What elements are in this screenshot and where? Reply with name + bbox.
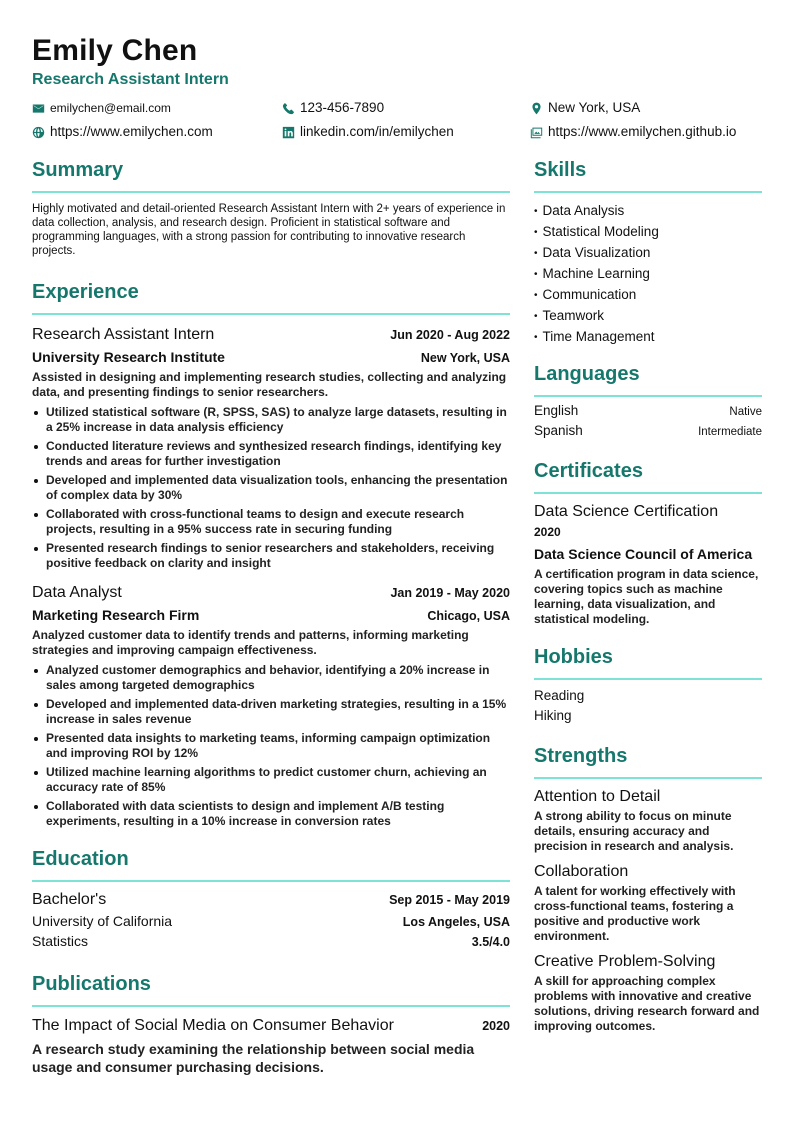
hobbies-heading: Hobbies [534,646,613,668]
linkedin-icon [282,126,295,139]
achievement-item: Collaborated with cross-functional teams to design and execute research projects, resulting in a 95% success rate in securing funding [32,507,510,537]
strengths-section [534,744,762,1034]
language-item [534,403,762,419]
skills-list [534,201,762,348]
job-description: Assisted in designing and implementing research studies, collecting and analyzing data, and presenting findings to senior researchers. [32,370,507,399]
certificate-description: A certification program in data science, covering topics such as machine learning, data visualization, and statistical modeling. [534,567,759,626]
summary-text: Highly motivated and detail-oriented Research Assistant Intern with 2+ years of experience in data collection, analysis, and research design. Proficient in statistical software and programming languages, with a strong passion for contributing to innovative research projects. [32,203,506,257]
job-title: Data Analyst [32,584,122,601]
contact-email[interactable] [32,100,171,116]
experience-entry [32,583,510,829]
certificate-organization: Data Science Council of America [534,546,753,562]
contact-website-text: https://www.emilychen.com [50,124,213,139]
certificates-section [534,459,762,627]
education-location: Los Angeles, USA [402,915,510,929]
education-dates: Sep 2015 - May 2019 [389,893,510,907]
location-pin-icon [530,102,543,115]
publication-entry [32,1016,510,1076]
publications-heading: Publications [32,973,151,995]
strength-title: Collaboration [534,863,629,880]
job-achievements [32,663,510,829]
section-divider [32,880,510,882]
job-location: New York, USA [420,351,510,365]
strength-description: A talent for working effectively with cross-functional teams, fostering a positive and productive work environment. [534,884,736,943]
experience-heading: Experience [32,281,139,303]
contact-location-text: New York, USA [548,100,641,115]
certificate-year: 2020 [534,525,561,539]
hobbies-section [534,645,762,726]
strength-title: Creative Problem-Solving [534,953,716,970]
main-column [32,158,510,1076]
email-icon [32,102,45,115]
achievement-item: Collaborated with data scientists to design and implement A/B testing experiments, resulting in a 10% increase in conversion rates [32,799,510,829]
publication-description: A research study examining the relationship between social media usage and consumer purchasing decisions. [32,1041,475,1075]
phone-icon [282,102,295,115]
hobby-item: Reading [534,688,585,703]
contact-portfolio[interactable] [530,124,736,140]
language-item [534,423,762,439]
skills-section [534,158,762,348]
candidate-role: Research Assistant Intern [32,71,229,88]
strength-title: Attention to Detail [534,788,661,805]
achievement-item: Developed and implemented data visualization tools, enhancing the presentation of complex data by 30% [32,473,510,503]
job-dates: Jun 2020 - Aug 2022 [390,328,510,342]
achievement-item: Presented data insights to marketing teams, informing campaign optimization and improving ROI by 12% [32,731,510,761]
contact-linkedin[interactable] [282,124,454,140]
summary-heading: Summary [32,159,124,181]
languages-section [534,362,762,439]
achievement-item: Developed and implemented data-driven marketing strategies, resulting in a 15% increase in sales revenue [32,697,510,727]
skill-item: • Teamwork [534,308,605,323]
achievement-item: Presented research findings to senior researchers and stakeholders, receiving positive feedback on clarity and insight [32,541,510,571]
languages-heading: Languages [534,363,640,385]
education-gpa: 3.5/4.0 [471,935,510,949]
education-section [32,847,510,950]
achievement-item: Analyzed customer demographics and behavior, identifying a 20% increase in sales among targeted demographics [32,663,510,693]
job-dates: Jan 2019 - May 2020 [390,586,510,600]
skill-item: • Data Analysis [534,203,625,218]
contact-info [32,100,772,148]
skill-item: • Communication [534,287,637,302]
skills-heading: Skills [534,159,587,181]
achievement-item: Conducted literature reviews and synthesized research findings, identifying key trends and areas for further investigation [32,439,510,469]
skill-item: • Statistical Modeling [534,224,659,239]
strength-description: A strong ability to focus on minute details, ensuring accuracy and precision in research and analysis. [534,809,734,853]
section-divider [32,191,510,193]
publication-title: The Impact of Social Media on Consumer Behavior [32,1017,394,1034]
strengths-heading: Strengths [534,745,628,767]
strength-entry [534,952,762,1034]
summary-section [32,158,510,258]
strength-entry [534,862,762,944]
section-divider [32,1005,510,1007]
achievement-item: Utilized statistical software (R, SPSS, SAS) to analyze large datasets, resulting in a 25% increase in data analysis efficiency [32,405,510,435]
globe-icon [32,126,45,139]
portfolio-icon [530,126,543,139]
job-company: Marketing Research Firm [32,607,200,623]
language-name: English [534,403,579,418]
language-level: Native [729,406,762,418]
candidate-name: Emily Chen [32,34,198,67]
education-degree: Bachelor's [32,891,107,908]
resume-header [32,34,772,148]
experience-entry [32,325,510,571]
section-divider [534,395,762,397]
section-divider [534,191,762,193]
contact-linkedin-text: linkedin.com/in/emilychen [300,124,454,139]
certificate-title: Data Science Certification [534,503,719,520]
contact-email-text: emilychen@email.com [50,101,171,115]
publication-year: 2020 [482,1019,510,1033]
language-level: Intermediate [698,426,762,438]
certificates-heading: Certificates [534,460,643,482]
job-company: University Research Institute [32,349,225,365]
section-divider [534,777,762,779]
language-name: Spanish [534,423,583,438]
achievement-item: Utilized machine learning algorithms to predict customer churn, achieving an accuracy rate of 85% [32,765,510,795]
contact-phone[interactable] [282,100,384,116]
contact-location [530,100,640,116]
education-field: Statistics [32,933,89,949]
skill-item: • Time Management [534,329,655,344]
skill-item: • Data Visualization [534,245,651,260]
contact-website[interactable] [32,124,213,140]
section-divider [534,492,762,494]
education-university: University of California [32,913,173,929]
publications-section [32,972,510,1076]
job-description: Analyzed customer data to identify trends and patterns, informing marketing strategies and improving campaign effectiveness. [32,628,469,657]
job-achievements [32,405,510,571]
hobby-item: Hiking [534,708,572,723]
section-divider [534,678,762,680]
contact-portfolio-text: https://www.emilychen.github.io [548,124,737,139]
experience-section [32,280,510,829]
education-heading: Education [32,848,129,870]
contact-phone-text: 123-456-7890 [300,100,385,115]
section-divider [32,313,510,315]
strength-description: A skill for approaching complex problems with innovative and creative solutions, driving research forward and improving outcomes. [534,974,760,1033]
job-location: Chicago, USA [427,609,510,623]
skill-item: • Machine Learning [534,266,650,281]
strength-entry [534,787,762,854]
side-column [534,158,762,1034]
job-title: Research Assistant Intern [32,326,215,343]
